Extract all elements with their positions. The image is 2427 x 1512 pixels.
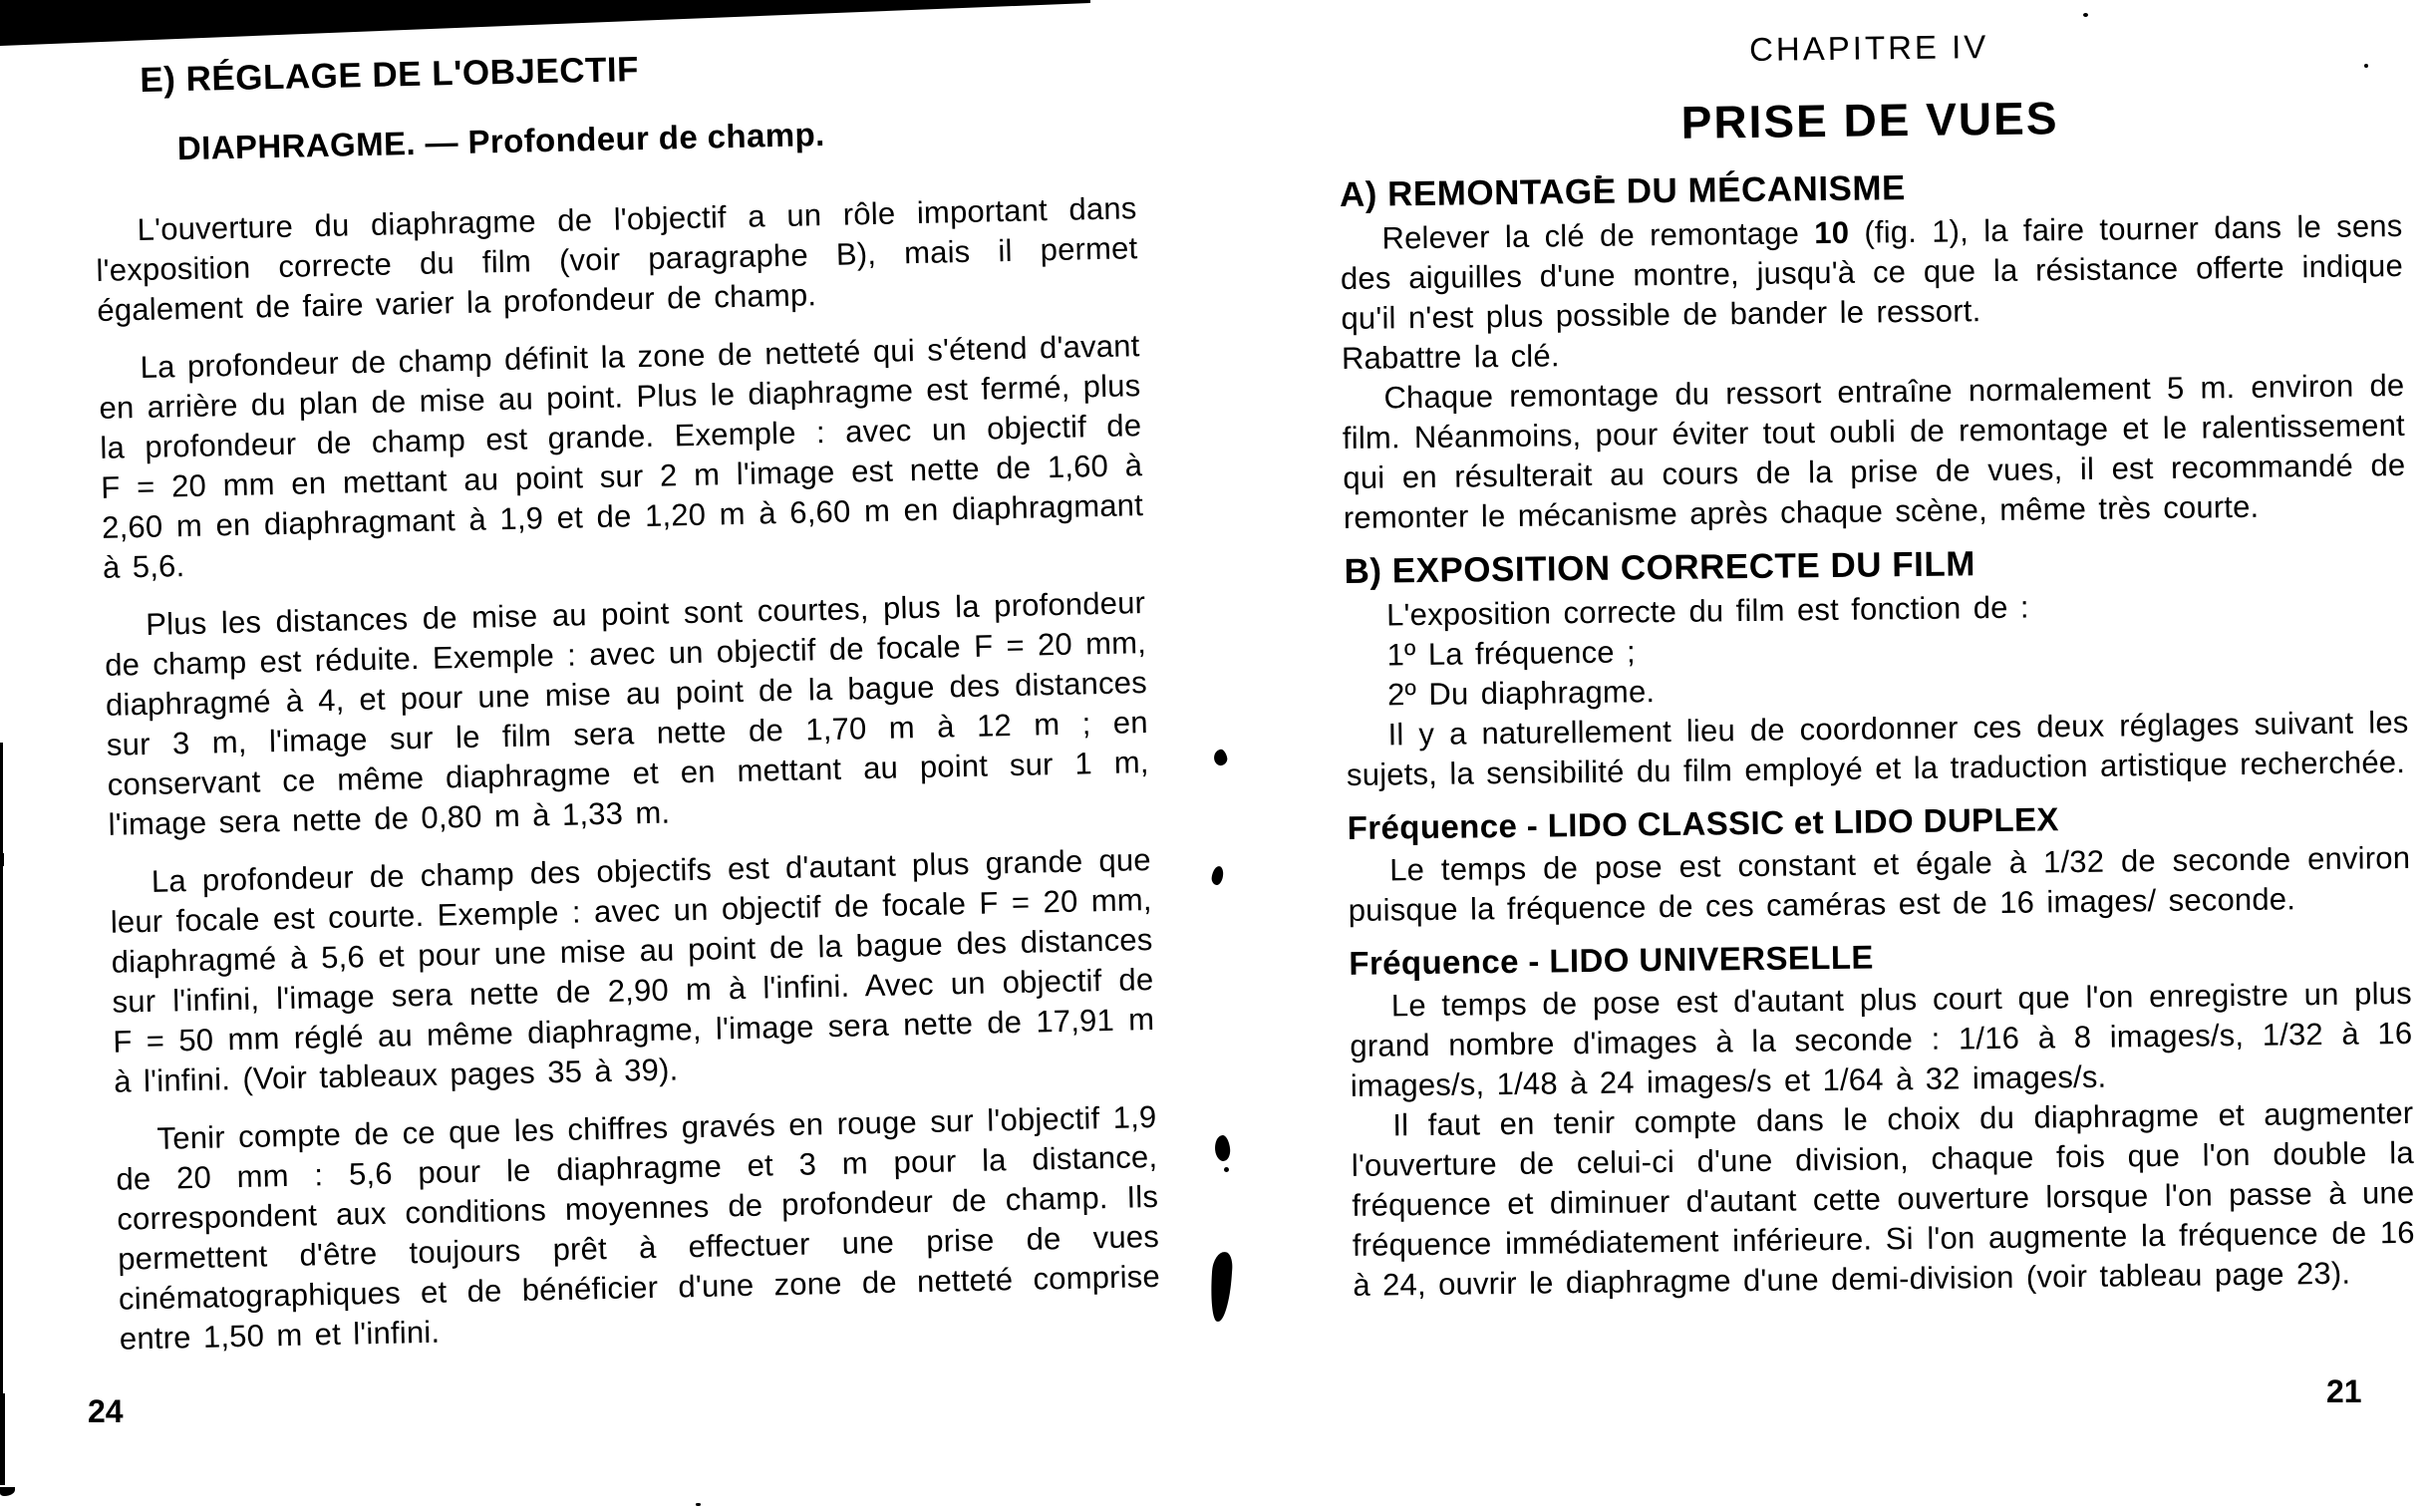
scan-edge-artifact-top [0, 0, 1090, 46]
subheading-diaphragme: DIAPHRAGME. — Profondeur de champ. [176, 115, 825, 167]
chapter-title: PRISE DE VUES [1680, 92, 2059, 149]
paragraph: Rabattre la clé. [1341, 338, 1560, 376]
scan-tick-artifact [0, 826, 3, 837]
gutter-ink-blot [1209, 1251, 1234, 1322]
paragraph: Le temps de pose est constant et égale à 1/32 de seconde environ puisque la fréquence de ces caméras est de 16 images/ seconde. [1348, 839, 2411, 928]
left-page [92, 39, 1161, 1359]
list-item: 2º Du diaphragme. [1386, 674, 1656, 713]
paragraph-text: (fig. 1), la faire tourner dans le sens des aiguilles d'une montre, jusqu'à ce que la résistance offerte indique qu'il n'est plus possible de bander le ressort. [1340, 207, 2404, 336]
chapter-label: CHAPITRE IV [1748, 28, 1989, 68]
section-heading-remontage: A) REMONTAGE DU MÉCANISME [1339, 168, 1907, 214]
paragraph: Le temps de pose est d'autant plus court que l'on enregistre un plus grand nombre d'images à la seconde : 1/16 à 8 images/s, 1/32 à 16 images/s, 1/48 à 24 images/s et 1/64 à 32 images/s. [1350, 975, 2413, 1103]
scan-tick-artifact [0, 853, 4, 866]
scan-edge-artifact-left-thick [0, 1393, 5, 1485]
section-heading-reglage-objectif: E) RÉGLAGE DE L'OBJECTIF [139, 50, 640, 100]
paragraph: Plus les distances de mise au point sont courtes, plus la profondeur de champ est réduite. Exemple : avec un objectif de focale F = 20 mm, diaphragmé à 4, et pour une mise au point de la bague des distances sur 3 m, l'image sur le film sera nette de 1,70 m à 12 m ; en conservant ce même diaphragme et en mettant au point sur 1 m, l'image sera nette de 0,80 m à 1,33 m. [104, 585, 1149, 842]
scan-edge-artifact-left-hook [0, 1487, 15, 1496]
scan-speck [696, 1503, 701, 1506]
page-number-left: 24 [88, 1393, 124, 1429]
scan-edge-artifact-left [0, 743, 3, 1440]
section-heading-exposition: B) EXPOSITION CORRECTE DU FILM [1344, 544, 1976, 591]
paragraph: Il y a naturellement lieu de coordonner ces deux réglages suivant les sujets, la sensibilité du film employé et la traduction artistique recherchée. [1346, 704, 2409, 792]
paragraph: La profondeur de champ définit la zone de netteté qui s'étend d'avant en arrière du plan de mise au point. Plus le diaphragme est fermé, plus la profondeur de champ est grande. Exemple : avec un objectif de F = 20 mm en mettant au point sur 2 m l'image est nette de 1,60 à 2,60 m en diaphragmant à 1,9 et de 1,20 m à 6,60 m en diaphragmant à 5,6. [99, 328, 1144, 585]
scan-speck [2083, 13, 2088, 17]
bold-reference-number: 10 [1814, 214, 1850, 251]
scan-tick-artifact [0, 932, 3, 943]
subheading-frequence-universelle: Fréquence - LIDO UNIVERSELLE [1349, 938, 1875, 982]
paragraph: L'exposition correcte du film est fonction de : [1385, 589, 2029, 633]
gutter-ink-blot [1211, 865, 1225, 885]
paragraph: Chaque remontage du ressort entraîne normalement 5 m. environ de film. Néanmoins, pour éviter tout oubli de remontage et le ralentissement qui en résulterait au cours de la prise de vues, il est recommandé de remonter le mécanisme après chaque scène, même très courte. [1342, 367, 2406, 535]
right-page [1338, 23, 2415, 1306]
subheading-frequence-classic-duplex: Fréquence - LIDO CLASSIC et LIDO DUPLEX [1347, 800, 2060, 846]
paragraph: La profondeur de champ des objectifs est d'autant plus grande que leur focale est courte. Exemple : avec un objectif de focale F = 20 mm, diaphragmé à 5,6 et pour une mise au point de la bague des distances sur l'infini, l'image sera nette de 2,90 m à l'infini. Avec un objectif de F = 50 mm réglé au même diaphragme, l'image sera nette de 17,91 m à l'infini. (Voir tableaux pages 35 à 39). [110, 842, 1155, 1099]
paragraph: L'ouverture du diaphragme de l'objectif a un rôle important dans l'exposition correcte du film (voir paragraphe B), mais il permet également de faire varier la profondeur de champ. [96, 190, 1138, 328]
gutter-ink-speck [1224, 1167, 1229, 1172]
paragraph-text: Relever la clé de remontage [1381, 215, 1815, 256]
paragraph: Il faut en tenir compte dans le choix du diaphragme et augmenter l'ouverture de celui-ci d'une division, chaque fois que l'on double la fréquence et diminuer d'autant cette ouverture lorsque l'on passe à une fréquence immédiatement inférieure. Si l'on augmente la fréquence de 16 à 24, ouvrir le diaphragme d'une demi-division (voir tableau page 23). [1351, 1094, 2415, 1303]
paragraph [1340, 206, 2403, 339]
paragraph: Tenir compte de ce que les chiffres gravés en rouge sur l'objectif 1,9 de 20 mm : 5,6 pour le diaphragme et 3 m pour la distance, correspondent aux conditions moyennes de profondeur de champ. Ils permettent d'être toujours prêt à effectuer une prise de vues cinématographiques et de bénéficier d'une zone de netteté comprise entre 1,50 m et l'infini. [116, 1098, 1161, 1357]
gutter-ink-blot [1214, 1134, 1232, 1161]
gutter-ink-blot [1212, 749, 1228, 766]
page-number-right: 21 [2326, 1373, 2362, 1409]
list-item: 1º La fréquence ; [1386, 634, 1637, 673]
